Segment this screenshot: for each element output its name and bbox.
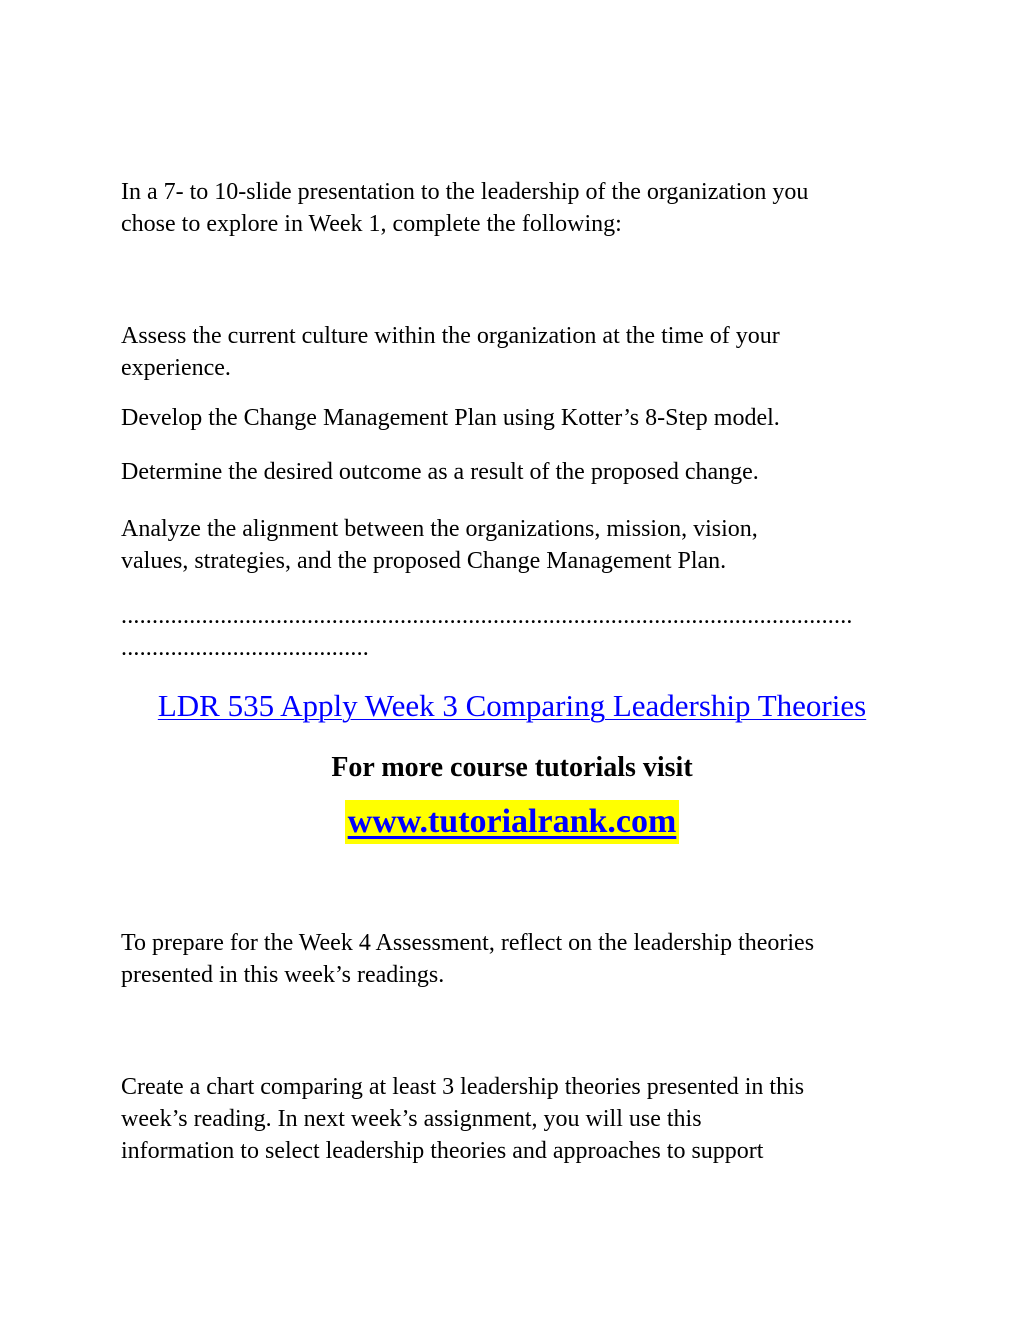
intro-line-1: In a 7- to 10-slide presentation to the leadership of the organization you — [121, 179, 809, 205]
analyze-paragraph — [121, 513, 911, 577]
determine-paragraph: Determine the desired outcome as a result of the proposed change. — [121, 459, 759, 485]
prepare-line-2: presented in this week’s readings. — [121, 962, 445, 988]
create-line-1: Create a chart comparing at least 3 leadership theories presented in this — [121, 1074, 805, 1100]
url-highlight — [345, 800, 680, 844]
develop-paragraph: Develop the Change Management Plan using Kotter’s 8-Step model. — [121, 405, 780, 431]
analyze-line-2: values, strategies, and the proposed Change Management Plan. — [121, 548, 727, 574]
assess-paragraph — [121, 320, 911, 384]
create-paragraph — [121, 1071, 911, 1167]
dotted-separator — [121, 600, 921, 664]
prepare-line-1: To prepare for the Week 4 Assessment, reflect on the leadership theories — [121, 930, 815, 956]
assess-line-2: experience. — [121, 355, 231, 381]
create-line-2: week’s reading. In next week’s assignment, you will use this — [121, 1106, 702, 1132]
intro-line-2: chose to explore in Week 1, complete the following: — [121, 211, 622, 237]
tutorialrank-link[interactable]: www.tutorialrank.com — [347, 803, 677, 840]
url-highlight-wrap — [0, 800, 1024, 844]
dotted-separator-line-2: ........................................ — [121, 635, 369, 661]
visit-text: For more course tutorials visit — [331, 752, 693, 783]
analyze-line-1: Analyze the alignment between the organizations, mission, vision, — [121, 516, 758, 542]
course-heading — [0, 686, 1024, 726]
prepare-paragraph — [121, 927, 911, 991]
assess-line-1: Assess the current culture within the organization at the time of your — [121, 323, 780, 349]
create-line-3: information to select leadership theories and approaches to support — [121, 1138, 764, 1164]
intro-paragraph — [121, 176, 911, 240]
course-title-link[interactable]: LDR 535 Apply Week 3 Comparing Leadership Theories — [157, 688, 867, 723]
dotted-separator-line-1: ...................................................................................................................... — [121, 603, 853, 629]
